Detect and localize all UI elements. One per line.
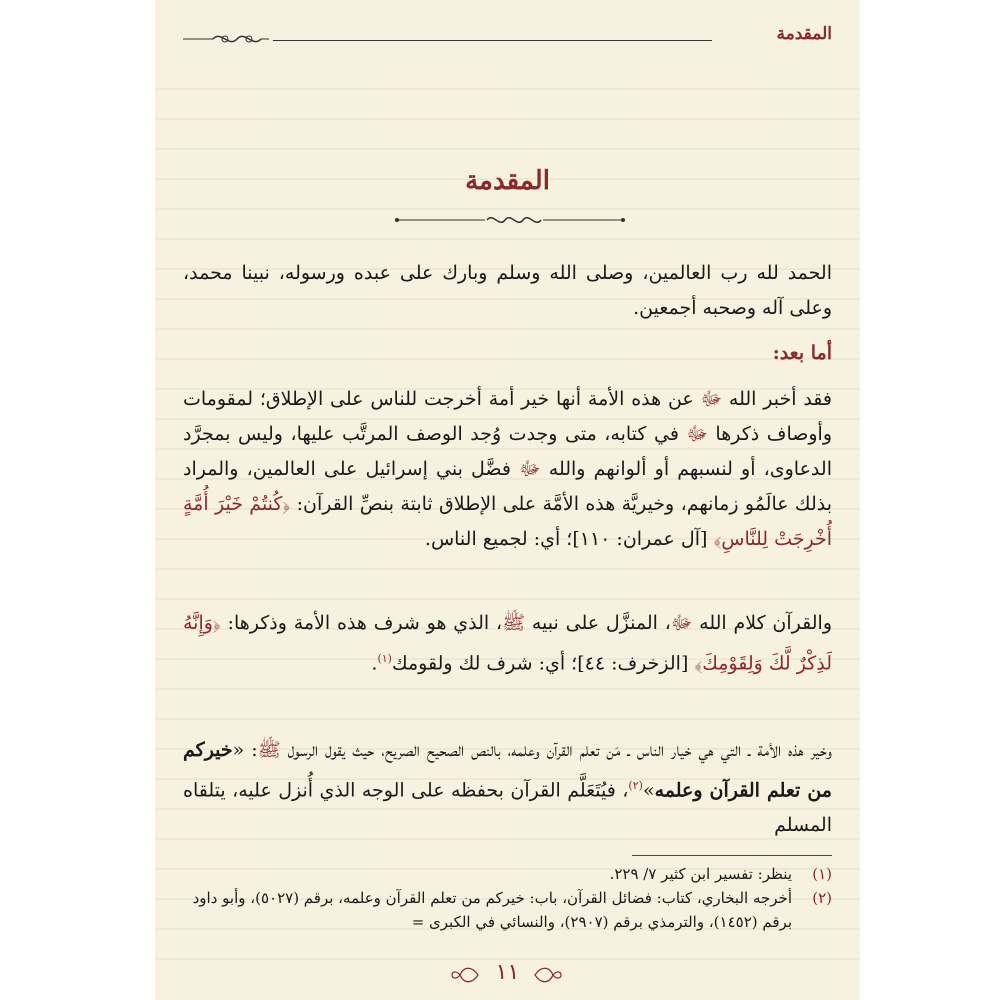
- paragraph-quran-honor: [183, 606, 832, 681]
- footnote-item: [183, 886, 832, 934]
- hadith-text: خيركم من تعلم القرآن وعلمه: [183, 739, 832, 802]
- honorific-glyph: ﷻ: [670, 612, 693, 634]
- text-run: [الزخرف: ٤٤]؛ أي: شرف لك ولقومك: [391, 652, 695, 675]
- honorific-glyph: ﷻ: [686, 423, 708, 445]
- quran-verse: ﴿كُنتُمْ خَيْرَ أُمَّةٍ أُخْرِجَتْ لِلنَّاسِ﴾: [183, 493, 832, 550]
- paragraph-best-of-you: [183, 733, 832, 843]
- page-number-ornament-icon: [533, 964, 563, 986]
- chapter-title: المقدمة: [465, 166, 550, 196]
- footnote-ref[interactable]: (١): [377, 652, 392, 665]
- running-header-title: المقدمة: [776, 24, 832, 44]
- footnote-number: (٢): [812, 889, 832, 907]
- text-run: فقد أخبر الله: [722, 388, 832, 410]
- text-run: ، الذي هو شرف هذه الأمة وذكرها:: [220, 612, 503, 634]
- footnote-text: ينظر: تفسير ابن كثير ٧/ ٢٢٩.: [609, 865, 792, 883]
- text-run: والقرآن كلام الله: [692, 612, 832, 634]
- subheading-amma-baad: أما بعد:: [772, 342, 832, 364]
- honorific-glyph: ﷺ: [502, 612, 526, 634]
- footnotes: [183, 862, 832, 934]
- paragraph-best-nation: [183, 382, 832, 557]
- text-run: ، المنزَّل على نبيه: [525, 612, 671, 634]
- honorific-glyph: ﷻ: [700, 388, 723, 410]
- footnote-ref[interactable]: (٢): [628, 779, 643, 792]
- page-number: ١١: [495, 960, 520, 985]
- footnote-text: أخرجه البخاري، كتاب: فضائل القرآن، باب: خيركم من تعلم القرآن وعلمه، برقم (٥٠٢٧)، وأبو داود برقم (١٤٥٢)، والترمذي برقم (٢٩٠٧)، والنسائي في الكبرى =: [192, 889, 792, 931]
- title-ornament-icon: [395, 208, 625, 232]
- book-page: [155, 0, 860, 1000]
- text-run: .: [371, 652, 378, 675]
- running-header: [183, 22, 832, 46]
- text-run: عن هذه الأمة أنها خير أمة أخرجت للناس على الإطلاق؛ لمقومات وأوصاف ذكرها: [183, 388, 832, 445]
- header-rule: [273, 40, 712, 41]
- footnote-separator: [632, 855, 832, 856]
- footnote-item: [183, 862, 832, 886]
- text-run: وخير هذه الأمة ـ التي هي خيار الناس ـ مَن تعلم القرآن وعلمه، بالنص الصحيح الصريح، حيث يقول الرسول: [280, 739, 832, 761]
- honorific-glyph: ﷺ: [257, 739, 281, 761]
- quran-verse: ﴿وَإِنَّهُ لَذِكْرٌ لَّكَ وَلِقَوْمِكَ﴾: [183, 612, 832, 675]
- text-run: في كتابه، متى وجدت وُجد الوصف المرتَّب عليها، وليس بمجرَّد الدعاوى، أو لنسبهم أو ألوانهم والله: [183, 423, 832, 480]
- text-run: : «: [232, 739, 258, 761]
- paragraph-praise: الحمد لله رب العالمين، وصلى الله وسلم وبارك على عبده ورسوله، نبينا محمد، وعلى آله وصحبه أجمعين.: [183, 262, 832, 319]
- text-run: [آل عمران: ١١٠]؛ أي: لجميع الناس.: [424, 528, 714, 550]
- text-run: »: [642, 779, 655, 802]
- header-ornament-icon: [183, 28, 269, 50]
- text-run: فضَّل بني إسرائيل على العالمين، والمراد بذلك عالَمُو زمانهم، وخيريَّة هذه الأمَّة على الإطلاق ثابتة بنصِّ القرآن:: [183, 458, 832, 515]
- honorific-glyph: ﷻ: [519, 458, 541, 480]
- footnote-number: (١): [812, 865, 832, 883]
- text-run: ، فيُتَعَلَّم القرآن بحفظه على الوجه الذي أُنزل عليه، يتلقاه المسلم: [183, 779, 832, 837]
